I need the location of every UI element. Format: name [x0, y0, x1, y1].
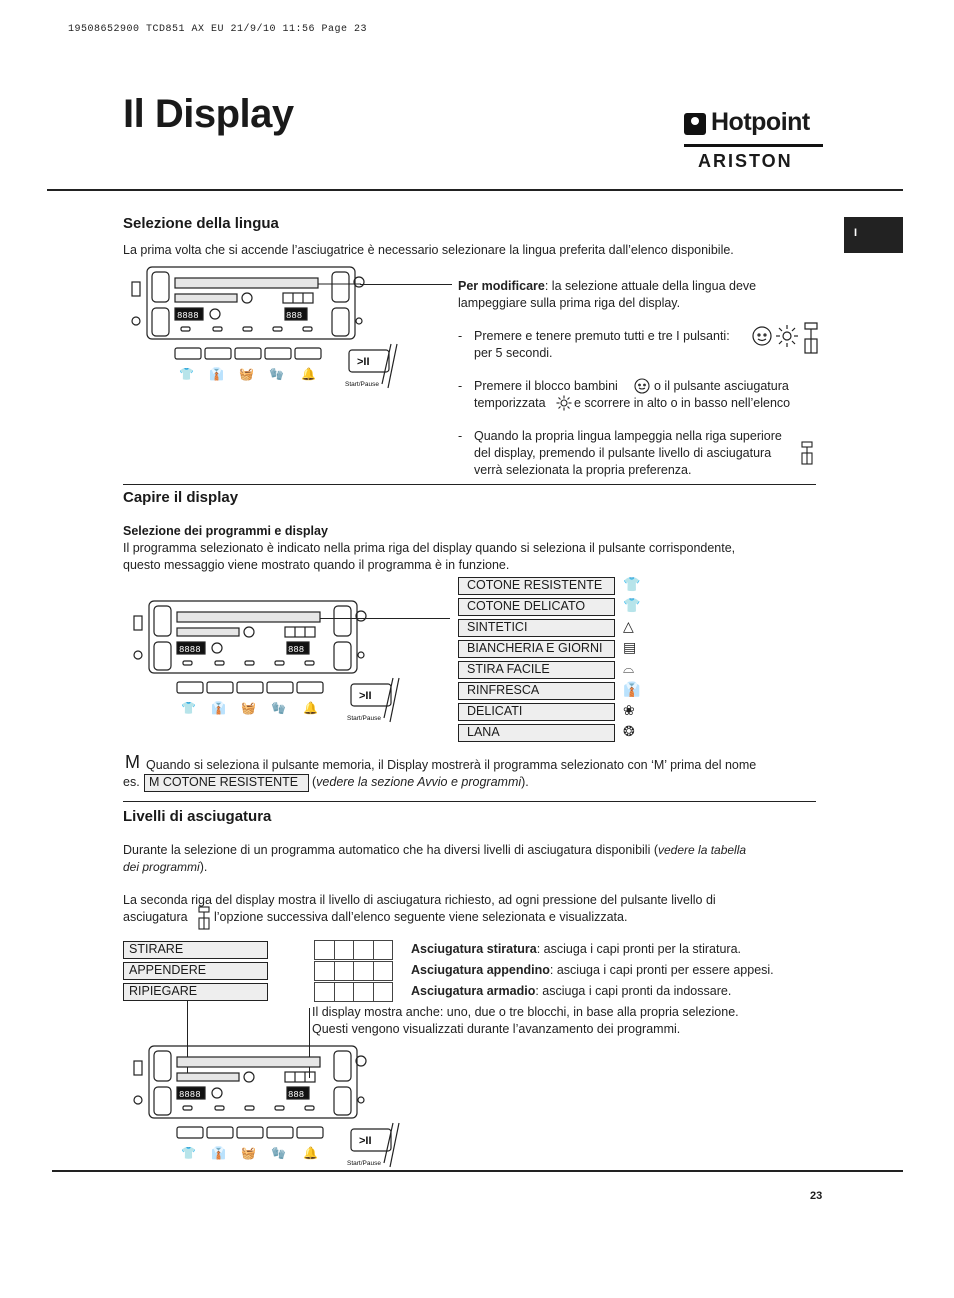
section-rule-2: [123, 801, 816, 802]
program-box: COTONE RESISTENTE: [458, 577, 615, 595]
block-indicator-2: [315, 961, 393, 981]
svg-text:🧤: 🧤: [271, 701, 286, 715]
page-title: Il Display: [123, 92, 294, 136]
print-line: 19508652900 TCD851 AX EU 21/9/10 11:56 Page 23: [68, 24, 368, 35]
program-box: BIANCHERIA E GIORNI: [458, 640, 615, 658]
step3-line3: verrà selezionata la propria preferenza.: [474, 463, 692, 477]
delicates-icon: ❀: [623, 702, 635, 718]
svg-text:888: 888: [286, 311, 303, 321]
svg-text:888: 888: [288, 645, 305, 655]
step3-line2: del display, premendo il pulsante livello di asciugatura: [474, 446, 772, 460]
program-box: STIRA FACILE: [458, 661, 615, 679]
svg-text:🔔: 🔔: [301, 367, 316, 381]
svg-text:🧺: 🧺: [239, 367, 254, 381]
svg-text:👕: 👕: [181, 1146, 196, 1160]
wool-icon: ❂: [623, 723, 635, 739]
level-desc-1: Asciugatura stiratura: asciuga i capi pronti per la stiratura.: [411, 942, 742, 956]
levels-para1: Durante la selezione di un programma automatico che ha diversi livelli di asciugatura disponibili (vedere la tabella dei programmi).: [123, 843, 747, 874]
three-buttons-icons: [750, 321, 826, 357]
section-rule-1: [123, 484, 816, 485]
step2-line2a: temporizzata: [474, 396, 546, 410]
step3-line1: Quando la propria lingua lampeggia nella riga superiore: [474, 429, 782, 443]
dryness-level-icon: [805, 323, 817, 329]
brand-logo: [684, 110, 824, 172]
svg-text:🧤: 🧤: [271, 1146, 286, 1160]
timer-sun-icon: [556, 395, 572, 411]
svg-text:>II: >II: [357, 356, 370, 368]
modify-paragraph: [458, 278, 818, 312]
timer-sun-icon: [783, 332, 791, 340]
shirt-heavy-icon: 👕: [623, 576, 641, 592]
svg-text:8888: 8888: [179, 1090, 201, 1100]
modify-line1: : la selezione attuale della lingua deve: [544, 279, 757, 293]
linen-icon: ▤: [623, 639, 637, 655]
block-indicator-1: [315, 940, 393, 960]
memory-ref: (vedere la sezione Avvio e programmi).: [312, 775, 529, 789]
section-heading-display: Capire il display: [123, 489, 239, 506]
program-box: RINFRESCA: [458, 682, 615, 700]
svg-text:Start/Pause: Start/Pause: [345, 381, 379, 388]
level-desc-3: Asciugatura armadio: asciuga i capi pronti da indossare.: [411, 984, 732, 998]
level-box: APPENDERE: [123, 962, 268, 980]
program-box: LANA: [458, 724, 615, 742]
language-tab: [844, 217, 903, 253]
memory-example-box: M COTONE RESISTENTE: [144, 774, 309, 792]
svg-text:888: 888: [288, 1090, 305, 1100]
page-number: 23: [810, 1190, 823, 1202]
svg-text:👔: 👔: [209, 367, 224, 381]
synthetic-icon: △: [623, 618, 634, 634]
dryness-level-icon: [800, 441, 814, 465]
levels-para2-line2b: l’opzione successiva dall’elenco seguente viene selezionata e visualizzata.: [214, 910, 628, 924]
blocks-line1: Il display mostra anche: uno, due o tre blocchi, in base alla propria selezione.: [312, 1005, 739, 1019]
svg-text:🧤: 🧤: [269, 367, 284, 381]
callout-line-2: [320, 618, 450, 619]
svg-text:👕: 👕: [179, 367, 194, 381]
svg-text:🧺: 🧺: [241, 701, 256, 715]
memory-es: es.: [123, 775, 140, 789]
block-indicator-3: [315, 982, 393, 1002]
level-box: RIPIEGARE: [123, 983, 268, 1001]
svg-text:👕: 👕: [181, 701, 196, 715]
modify-line2: lampeggiare sulla prima riga del display.: [458, 296, 681, 310]
svg-text:👔: 👔: [211, 701, 226, 715]
svg-text:👔: 👔: [211, 1146, 226, 1160]
svg-text:🧺: 🧺: [241, 1146, 256, 1160]
memory-letter: M: [125, 752, 140, 772]
section-heading-levels: Livelli di asciugatura: [123, 808, 272, 825]
iron-icon: ⌓: [623, 660, 635, 676]
subheading-programs: Selezione dei programmi e display: [123, 524, 328, 538]
language-tab-label: I: [854, 227, 858, 239]
dryness-level-icon: [197, 906, 211, 930]
logo-rule: [684, 144, 823, 147]
callout-line-1: [360, 284, 452, 285]
blocks-line2: Questi vengono visualizzati durante l’avanzamento dei programmi.: [312, 1022, 681, 1036]
program-box: SINTETICI: [458, 619, 615, 637]
step1-line2: per 5 secondi.: [474, 346, 553, 360]
section-heading-language: Selezione della lingua: [123, 215, 279, 232]
levels-para2-line2a: asciugatura: [123, 910, 188, 924]
svg-text:>II: >II: [359, 1135, 372, 1147]
programs-text-line1: Il programma selezionato è indicato nella prima riga del display quando si seleziona il pulsante corrispondente,: [123, 541, 736, 555]
child-lock-icon: [633, 377, 651, 395]
programs-text-line2: questo messaggio viene mostrato quando il programma è in funzione.: [123, 558, 510, 572]
svg-text:8888: 8888: [179, 645, 201, 655]
svg-text:>II: >II: [359, 690, 372, 702]
step-dash-2: -: [458, 379, 463, 393]
control-panel-illustration-3: [127, 1043, 407, 1173]
modify-bold: Per modificare: [458, 279, 545, 293]
brand-hotpoint: Hotpoint: [711, 108, 810, 136]
memory-line1: Quando si seleziona il pulsante memoria, il Display mostrerà il programma selezionato con ‘M’ prima del nome: [146, 758, 757, 772]
step1-line1: Premere e tenere premuto tutti e tre I pulsanti:: [474, 329, 730, 343]
level-box: STIRARE: [123, 941, 268, 959]
section-intro: La prima volta che si accende l’asciugatrice è necessario selezionare la lingua preferita dall’elenco disponibile.: [123, 243, 734, 257]
program-box: DELICATI: [458, 703, 615, 721]
svg-text:🔔: 🔔: [303, 701, 318, 715]
step-dash-1: -: [458, 329, 463, 343]
svg-text:Start/Pause: Start/Pause: [347, 715, 381, 722]
step2-line1b: o il pulsante asciugatura: [654, 379, 789, 393]
program-box: COTONE DELICATO: [458, 598, 615, 616]
levels-para2-line1: La seconda riga del display mostra il livello di asciugatura richiesto, ad ogni pressione del pulsante livello di: [123, 893, 716, 907]
step2-line2b: e scorrere in alto o in basso nell’elenco: [574, 396, 791, 410]
footer-rule: [52, 1170, 903, 1172]
level-desc-2: Asciugatura appendino: asciuga i capi pronti per essere appesi.: [411, 963, 774, 977]
step-dash-3: -: [458, 429, 463, 443]
brand-ariston: ARISTON: [698, 151, 793, 171]
step2-line1a: Premere il blocco bambini: [474, 379, 618, 393]
logo-mark: [684, 113, 706, 135]
refresh-icon: 👔: [623, 681, 641, 697]
svg-text:Start/Pause: Start/Pause: [347, 1160, 381, 1167]
shirt-light-icon: 👕: [623, 597, 641, 613]
header-rule: [47, 189, 903, 191]
child-lock-icon: [753, 327, 771, 345]
svg-text:🔔: 🔔: [303, 1146, 318, 1160]
svg-text:8888: 8888: [177, 311, 199, 321]
